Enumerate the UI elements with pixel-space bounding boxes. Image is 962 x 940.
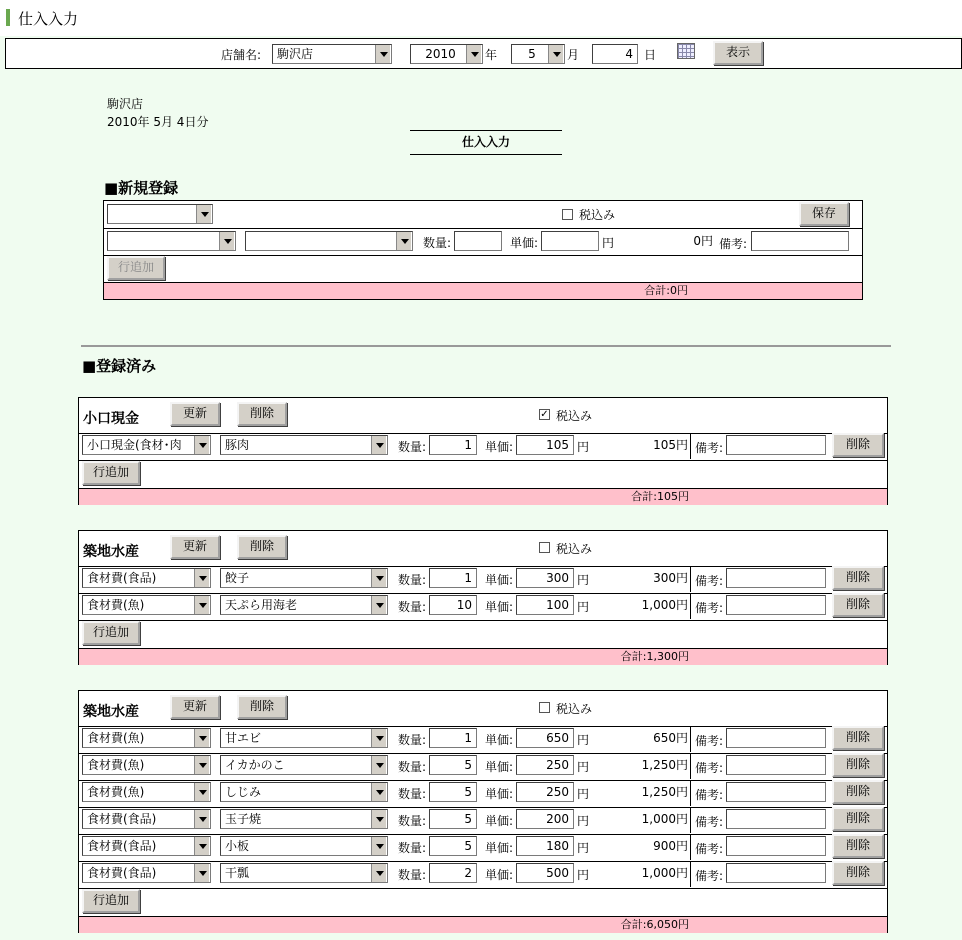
- yen-label: 円: [577, 868, 590, 882]
- item-select[interactable]: 玉子焼: [220, 809, 388, 829]
- section-heading: 仕入入力: [461, 135, 510, 149]
- row-divider: [104, 255, 862, 256]
- yen-label: 円: [577, 733, 590, 747]
- note-input[interactable]: [726, 568, 826, 588]
- item-select[interactable]: 豚肉: [220, 435, 388, 455]
- chevron-down-icon: [194, 756, 210, 774]
- yen-label: 円: [602, 236, 615, 250]
- cell-divider: [690, 433, 691, 459]
- yen-label: 円: [577, 814, 590, 828]
- yen-label: 円: [577, 573, 590, 587]
- update-button[interactable]: 更新: [170, 402, 220, 426]
- price-input[interactable]: 500: [516, 863, 574, 883]
- qty-input[interactable]: 1: [429, 435, 477, 455]
- store-name: 駒沢店: [107, 97, 144, 111]
- note-label: 備考:: [695, 842, 724, 856]
- qty-input[interactable]: 5: [429, 836, 477, 856]
- price-input[interactable]: 180: [516, 836, 574, 856]
- qty-input[interactable]: 5: [429, 782, 477, 802]
- category-select[interactable]: 食材費(魚): [82, 728, 211, 748]
- month-unit: 月: [567, 48, 580, 62]
- row-divider: [79, 460, 887, 461]
- month-select[interactable]: 5: [511, 44, 565, 64]
- show-button[interactable]: 表示: [713, 41, 763, 65]
- price-input[interactable]: 650: [516, 728, 574, 748]
- price-input[interactable]: 250: [516, 755, 574, 775]
- date-label: 2010年 5月 4日分: [107, 115, 209, 129]
- supplier-group: [78, 690, 888, 933]
- note-label: 備考:: [695, 788, 724, 802]
- item-select[interactable]: 小板: [220, 836, 388, 856]
- note-label: 備考:: [695, 574, 724, 588]
- row-divider: [79, 566, 887, 567]
- year-select[interactable]: 2010: [410, 44, 483, 64]
- tax-checkbox[interactable]: [539, 702, 550, 713]
- price-input[interactable]: 250: [516, 782, 574, 802]
- qty-input[interactable]: 1: [429, 728, 477, 748]
- price-label: 単価:: [485, 573, 514, 587]
- item-select[interactable]: 天ぷら用海老: [220, 595, 388, 615]
- supplier-name: 築地水産: [83, 544, 139, 560]
- chevron-down-icon: [371, 729, 387, 747]
- total-bar: 合計:105円: [79, 488, 887, 505]
- qty-input[interactable]: 10: [429, 595, 477, 615]
- delete-row-button[interactable]: 削除: [832, 726, 884, 750]
- price-label: 単価:: [485, 868, 514, 882]
- note-label: 備考:: [695, 734, 724, 748]
- amount-value: 900円: [653, 839, 688, 853]
- row-divider: [79, 780, 887, 781]
- row-divider: [79, 593, 887, 594]
- note-input[interactable]: [726, 809, 826, 829]
- chevron-down-icon: [194, 436, 210, 454]
- qty-input[interactable]: 5: [429, 809, 477, 829]
- cell-divider: [690, 566, 691, 592]
- chevron-down-icon: [548, 45, 564, 63]
- qty-input[interactable]: 5: [429, 755, 477, 775]
- chevron-down-icon: [371, 837, 387, 855]
- price-label: 単価:: [485, 787, 514, 801]
- delete-row-button[interactable]: 削除: [832, 593, 884, 617]
- tax-label: 税込み: [579, 208, 616, 222]
- amount-value: 0円: [693, 234, 713, 248]
- tax-label: 税込み: [556, 702, 593, 716]
- yen-label: 円: [577, 600, 590, 614]
- row-divider: [79, 753, 887, 754]
- supplier-select[interactable]: [107, 204, 213, 224]
- category-select[interactable]: 食材費(魚): [82, 782, 211, 802]
- cell-divider: [690, 726, 691, 752]
- item-select[interactable]: しじみ: [220, 782, 388, 802]
- chevron-down-icon: [194, 729, 210, 747]
- calendar-icon[interactable]: [677, 43, 695, 59]
- registered-title: ■登録済み: [82, 357, 157, 375]
- amount-value: 1,000円: [641, 812, 688, 826]
- item-select[interactable]: 餃子: [220, 568, 388, 588]
- total-bar: 合計:6,050円: [79, 916, 887, 933]
- category-select[interactable]: [107, 231, 236, 251]
- category-select[interactable]: 食材費(魚): [82, 755, 211, 775]
- tax-label: 税込み: [556, 409, 593, 423]
- chevron-down-icon: [219, 232, 235, 250]
- supplier-name: 小口現金: [83, 411, 139, 427]
- note-input[interactable]: [726, 782, 826, 802]
- store-select[interactable]: 駒沢店: [272, 44, 392, 64]
- category-select[interactable]: 食材費(食品): [82, 568, 211, 588]
- category-select[interactable]: 小口現金(食材･肉: [82, 435, 211, 455]
- price-input[interactable]: 200: [516, 809, 574, 829]
- add-row-button[interactable]: 行追加: [107, 256, 165, 280]
- chevron-down-icon: [194, 569, 210, 587]
- section-divider: [81, 345, 891, 347]
- note-label: 備考:: [695, 601, 724, 615]
- cell-divider: [690, 807, 691, 833]
- amount-value: 105円: [653, 438, 688, 452]
- note-input[interactable]: [726, 595, 826, 615]
- year-unit: 年: [485, 48, 498, 62]
- note-label: 備考:: [695, 815, 724, 829]
- item-select[interactable]: [245, 231, 413, 251]
- amount-value: 300円: [653, 571, 688, 585]
- total-bar: 合計:0円: [104, 282, 862, 299]
- row-divider: [104, 228, 862, 229]
- row-divider: [79, 726, 887, 727]
- row-divider: [79, 620, 887, 621]
- add-row-button[interactable]: 行追加: [82, 621, 140, 645]
- page-header: [0, 0, 962, 36]
- cell-divider: [690, 861, 691, 887]
- update-button[interactable]: 更新: [170, 695, 220, 719]
- row-divider: [79, 807, 887, 808]
- note-label: 備考:: [695, 869, 724, 883]
- item-select[interactable]: イカかのこ: [220, 755, 388, 775]
- delete-row-button[interactable]: 削除: [832, 433, 884, 457]
- chevron-down-icon: [371, 436, 387, 454]
- new-entry-title: ■新規登録: [104, 179, 179, 197]
- price-label: 単価:: [485, 733, 514, 747]
- yen-label: 円: [577, 440, 590, 454]
- category-select[interactable]: 食材費(食品): [82, 809, 211, 829]
- qty-label: 数量:: [398, 573, 427, 587]
- supplier-group: [78, 397, 888, 505]
- price-input[interactable]: 300: [516, 568, 574, 588]
- cell-divider: [690, 593, 691, 619]
- price-input[interactable]: 105: [516, 435, 574, 455]
- cell-divider: [690, 753, 691, 779]
- update-button[interactable]: 更新: [170, 535, 220, 559]
- price-input[interactable]: 100: [516, 595, 574, 615]
- save-button[interactable]: 保存: [799, 202, 849, 226]
- yen-label: 円: [577, 787, 590, 801]
- price-label: 単価:: [485, 841, 514, 855]
- delete-group-button[interactable]: 削除: [237, 535, 287, 559]
- row-divider: [79, 888, 887, 889]
- price-input[interactable]: [541, 231, 599, 251]
- price-label: 単価:: [485, 814, 514, 828]
- yen-label: 円: [577, 841, 590, 855]
- page-title: 仕入入力: [18, 10, 79, 28]
- add-row-button[interactable]: 行追加: [82, 889, 140, 913]
- cell-divider: [690, 834, 691, 860]
- chevron-down-icon: [371, 783, 387, 801]
- qty-input[interactable]: 1: [429, 568, 477, 588]
- chevron-down-icon: [194, 810, 210, 828]
- amount-value: 1,000円: [641, 866, 688, 880]
- new-entry-form: [103, 200, 863, 300]
- amount-value: 650円: [653, 731, 688, 745]
- supplier-group: [78, 530, 888, 665]
- tax-checkbox[interactable]: [562, 209, 573, 220]
- chevron-down-icon: [371, 864, 387, 882]
- add-row-button[interactable]: 行追加: [82, 461, 140, 485]
- qty-input[interactable]: 2: [429, 863, 477, 883]
- chevron-down-icon: [196, 205, 212, 223]
- note-input[interactable]: [726, 435, 826, 455]
- qty-label: 数量:: [423, 236, 452, 250]
- row-divider: [79, 433, 887, 434]
- qty-label: 数量:: [398, 760, 427, 774]
- note-input[interactable]: [751, 231, 849, 251]
- note-input[interactable]: [726, 755, 826, 775]
- qty-label: 数量:: [398, 733, 427, 747]
- delete-row-button[interactable]: 削除: [832, 780, 884, 804]
- delete-group-button[interactable]: 削除: [237, 695, 287, 719]
- chevron-down-icon: [194, 837, 210, 855]
- day-input[interactable]: 4: [592, 44, 638, 64]
- chevron-down-icon: [194, 783, 210, 801]
- cell-divider: [690, 780, 691, 806]
- divider: [410, 154, 562, 155]
- chevron-down-icon: [371, 756, 387, 774]
- chevron-down-icon: [194, 864, 210, 882]
- price-label: 単価:: [485, 760, 514, 774]
- filter-bar: [5, 38, 962, 69]
- day-unit: 日: [644, 48, 657, 62]
- chevron-down-icon: [194, 596, 210, 614]
- note-label: 備考:: [719, 237, 748, 251]
- chevron-down-icon: [371, 810, 387, 828]
- item-select[interactable]: 甘エビ: [220, 728, 388, 748]
- chevron-down-icon: [371, 596, 387, 614]
- amount-value: 1,000円: [641, 598, 688, 612]
- divider: [410, 130, 562, 131]
- category-select[interactable]: 食材費(食品): [82, 836, 211, 856]
- row-divider: [79, 834, 887, 835]
- qty-label: 数量:: [398, 600, 427, 614]
- store-label: 店舗名:: [221, 48, 262, 62]
- amount-value: 1,250円: [641, 785, 688, 799]
- delete-row-button[interactable]: 削除: [832, 807, 884, 831]
- item-select[interactable]: 干瓢: [220, 863, 388, 883]
- qty-label: 数量:: [398, 440, 427, 454]
- yen-label: 円: [577, 760, 590, 774]
- qty-label: 数量:: [398, 868, 427, 882]
- note-label: 備考:: [695, 441, 724, 455]
- note-input[interactable]: [726, 863, 826, 883]
- tax-checkbox[interactable]: ✓: [540, 409, 549, 420]
- note-input[interactable]: [726, 836, 826, 856]
- chevron-down-icon: [375, 45, 391, 63]
- delete-group-button[interactable]: 削除: [237, 402, 287, 426]
- chevron-down-icon: [371, 569, 387, 587]
- delete-row-button[interactable]: 削除: [832, 566, 884, 590]
- qty-label: 数量:: [398, 841, 427, 855]
- note-input[interactable]: [726, 728, 826, 748]
- tax-label: 税込み: [556, 542, 593, 556]
- delete-row-button[interactable]: 削除: [832, 861, 884, 885]
- delete-row-button[interactable]: 削除: [832, 753, 884, 777]
- delete-row-button[interactable]: 削除: [832, 834, 884, 858]
- note-label: 備考:: [695, 761, 724, 775]
- qty-label: 数量:: [398, 814, 427, 828]
- supplier-name: 築地水産: [83, 704, 139, 720]
- qty-input[interactable]: [454, 231, 502, 251]
- title-accent-bar: [6, 9, 10, 26]
- chevron-down-icon: [396, 232, 412, 250]
- price-label: 単価:: [510, 236, 539, 250]
- category-select[interactable]: 食材費(食品): [82, 863, 211, 883]
- qty-label: 数量:: [398, 787, 427, 801]
- amount-value: 1,250円: [641, 758, 688, 772]
- category-select[interactable]: 食材費(魚): [82, 595, 211, 615]
- price-label: 単価:: [485, 440, 514, 454]
- chevron-down-icon: [466, 45, 482, 63]
- tax-checkbox[interactable]: [539, 542, 550, 553]
- total-bar: 合計:1,300円: [79, 648, 887, 665]
- row-divider: [79, 861, 887, 862]
- price-label: 単価:: [485, 600, 514, 614]
